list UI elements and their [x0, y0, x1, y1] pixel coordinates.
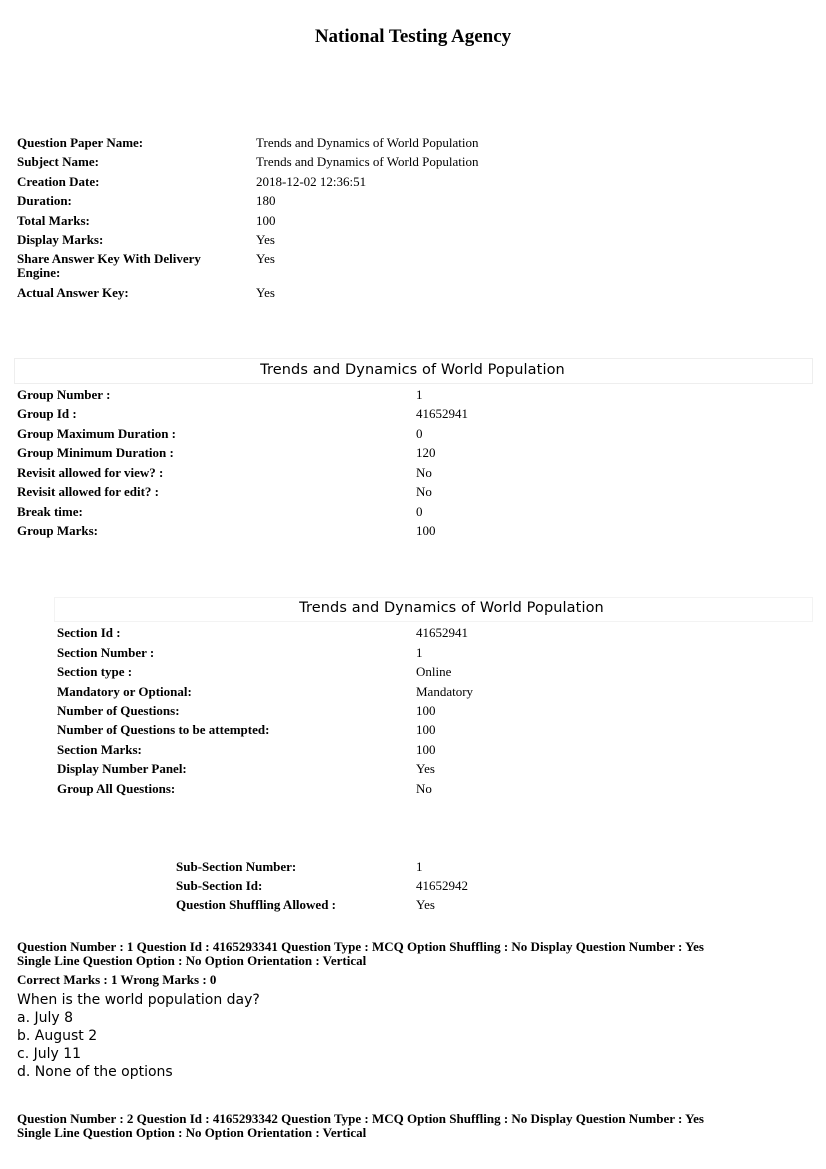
section-info-value: No [416, 781, 432, 796]
paper-info-label: Actual Answer Key: [17, 285, 129, 300]
group-info-label: Break time: [17, 504, 83, 519]
paper-info-label: Subject Name: [17, 154, 99, 169]
subsection-info-label: Question Shuffling Allowed : [176, 897, 337, 912]
section-info-label: Section type : [57, 664, 133, 679]
paper-info-label: Total Marks: [17, 213, 90, 228]
section-info-value: Yes [416, 761, 435, 776]
question-marks: Correct Marks : 1 Wrong Marks : 0 [17, 972, 217, 987]
question-text: When is the world population day? [17, 992, 260, 1008]
section-info-value: 1 [416, 645, 423, 660]
group-info-value: 120 [416, 445, 436, 460]
section-info-value: 100 [416, 742, 436, 757]
group-info-value: 0 [416, 504, 423, 519]
section-info-label: Number of Questions to be attempted: [57, 722, 270, 737]
group-info-value: No [416, 465, 432, 480]
group-info-label: Group Minimum Duration : [17, 445, 174, 460]
paper-info-label: Duration: [17, 193, 72, 208]
subsection-info-label: Sub-Section Number: [176, 859, 297, 874]
question-option: c. July 11 [17, 1046, 82, 1062]
section-info-label: Display Number Panel: [57, 761, 187, 776]
question-option: d. None of the options [17, 1064, 173, 1080]
paper-info-label: Display Marks: [17, 232, 104, 247]
group-info-label: Revisit allowed for view? : [17, 465, 164, 480]
group-info-value: 41652941 [416, 406, 468, 421]
paper-info-label: Creation Date: [17, 174, 100, 189]
question-meta-line: Single Line Question Option : No Option Orientation : Vertical [17, 1125, 367, 1140]
group-info-label: Group Number : [17, 387, 111, 402]
paper-info-value: 2018-12-02 12:36:51 [256, 174, 367, 189]
paper-info-value: Yes [256, 251, 275, 266]
paper-info-value: Yes [256, 232, 275, 247]
section-info-label: Number of Questions: [57, 703, 180, 718]
paper-info-label: Share Answer Key With Delivery Engine: [17, 251, 201, 280]
subsection-info-value: 1 [416, 859, 423, 874]
paper-info-value: 180 [256, 193, 276, 208]
question-meta-line: Single Line Question Option : No Option Orientation : Vertical [17, 953, 367, 968]
section-info-label: Mandatory or Optional: [57, 684, 192, 699]
group-info-label: Group Maximum Duration : [17, 426, 177, 441]
paper-info-value: Trends and Dynamics of World Population [256, 154, 479, 169]
group-info-label: Group Id : [17, 406, 77, 421]
section-info-label: Section Number : [57, 645, 155, 660]
paper-info-label: Question Paper Name: [17, 135, 144, 150]
section-banner: Trends and Dynamics of World Population [299, 600, 604, 616]
section-info-label: Section Id : [57, 625, 121, 640]
subsection-info-value: Yes [416, 897, 435, 912]
question-option: a. July 8 [17, 1010, 74, 1026]
question-option: b. August 2 [17, 1028, 98, 1044]
question-meta-line: Question Number : 2 Question Id : 4165293342 Question Type : MCQ Option Shuffling : No Display Question Number : Yes [17, 1111, 704, 1126]
subsection-info-value: 41652942 [416, 878, 468, 893]
page-title: National Testing Agency [314, 26, 512, 47]
group-info-label: Group Marks: [17, 523, 99, 538]
section-info-value: 41652941 [416, 625, 468, 640]
group-info-value: 0 [416, 426, 423, 441]
group-banner: Trends and Dynamics of World Population [260, 362, 565, 378]
paper-info-value: Trends and Dynamics of World Population [256, 135, 479, 150]
section-info-label: Section Marks: [57, 742, 142, 757]
paper-info-value: 100 [256, 213, 276, 228]
group-info-label: Revisit allowed for edit? : [17, 484, 160, 499]
group-info-value: 1 [416, 387, 423, 402]
section-info-value: 100 [416, 722, 436, 737]
paper-info-value: Yes [256, 285, 275, 300]
section-info-value: 100 [416, 703, 436, 718]
subsection-info-label: Sub-Section Id: [176, 878, 263, 893]
question-meta-line: Question Number : 1 Question Id : 4165293341 Question Type : MCQ Option Shuffling : No Display Question Number : Yes [17, 939, 704, 954]
group-info-value: No [416, 484, 432, 499]
section-info-value: Online [416, 664, 452, 679]
section-info-value: Mandatory [416, 684, 474, 699]
group-info-value: 100 [416, 523, 436, 538]
section-info-label: Group All Questions: [57, 781, 176, 796]
